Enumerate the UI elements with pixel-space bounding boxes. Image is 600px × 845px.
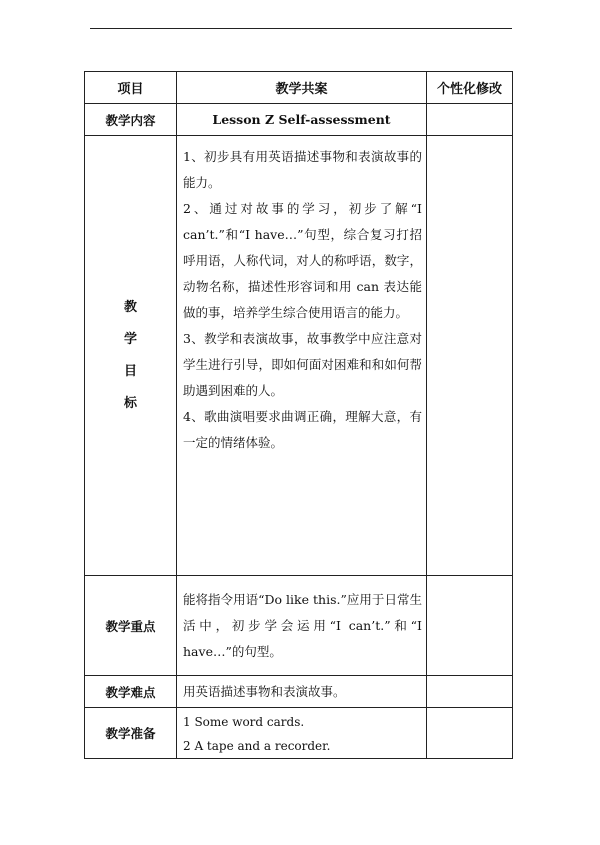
edit-cell-content[interactable] [427,104,513,136]
edit-cell-difficulties[interactable] [427,676,513,708]
table-header-row [85,72,513,104]
label-key-points: 教学重点 [85,576,177,676]
difficulties-text: 用英语描述事物和表演故事。 [177,676,427,708]
prep-item: 1 Some word cards. [183,715,305,729]
goals-text [177,136,427,576]
row-key-points [85,576,513,676]
label-teaching-goals [85,136,177,576]
label-preparation: 教学准备 [85,708,177,759]
label-difficulties: 教学难点 [85,676,177,708]
header-personal-edit: 个性化修改 [427,72,513,104]
row-teaching-goals [85,136,513,576]
edit-cell-goals[interactable] [427,136,513,576]
edit-cell-preparation[interactable] [427,708,513,759]
row-difficulties [85,676,513,708]
label-char: 教 [123,299,137,315]
preparation-text [177,708,427,759]
prep-item: 2 A tape and a recorder. [183,739,331,753]
goal-paragraph: 2、通过对故事的学习，初步了解“I can’t.”和“I have…”句型，综合复习打招呼用语，人称代词，对人的称呼语，数字，动物名称，描述性形容词和用 can 表达能做的事，培养学生综合使用语言的能力。 [183,201,422,320]
goal-paragraph: 4、歌曲演唱要求曲调正确，理解大意，有一定的情绪体验。 [183,409,422,450]
row-preparation [85,708,513,759]
label-char: 学 [123,331,137,347]
lesson-title: Lesson Z Self-assessment [177,104,427,136]
row-teaching-content [85,104,513,136]
goal-paragraph: 1、初步具有用英语描述事物和表演故事的能力。 [183,149,422,190]
header-item: 项目 [85,72,177,104]
label-char: 目 [123,363,137,379]
lesson-plan-table [84,71,513,759]
header-rule [90,28,512,29]
key-points-text: 能将指令用语“Do like this.”应用于日常生活中，初步学会运用“I can’t.”和“I have…”的句型。 [177,576,427,676]
header-shared-plan: 教学共案 [177,72,427,104]
label-char: 标 [123,395,137,411]
label-teaching-content: 教学内容 [85,104,177,136]
edit-cell-key-points[interactable] [427,576,513,676]
goal-paragraph: 3、教学和表演故事，故事教学中应注意对学生进行引导，即如何面对困难和和如何帮助遇到困难的人。 [183,331,422,398]
